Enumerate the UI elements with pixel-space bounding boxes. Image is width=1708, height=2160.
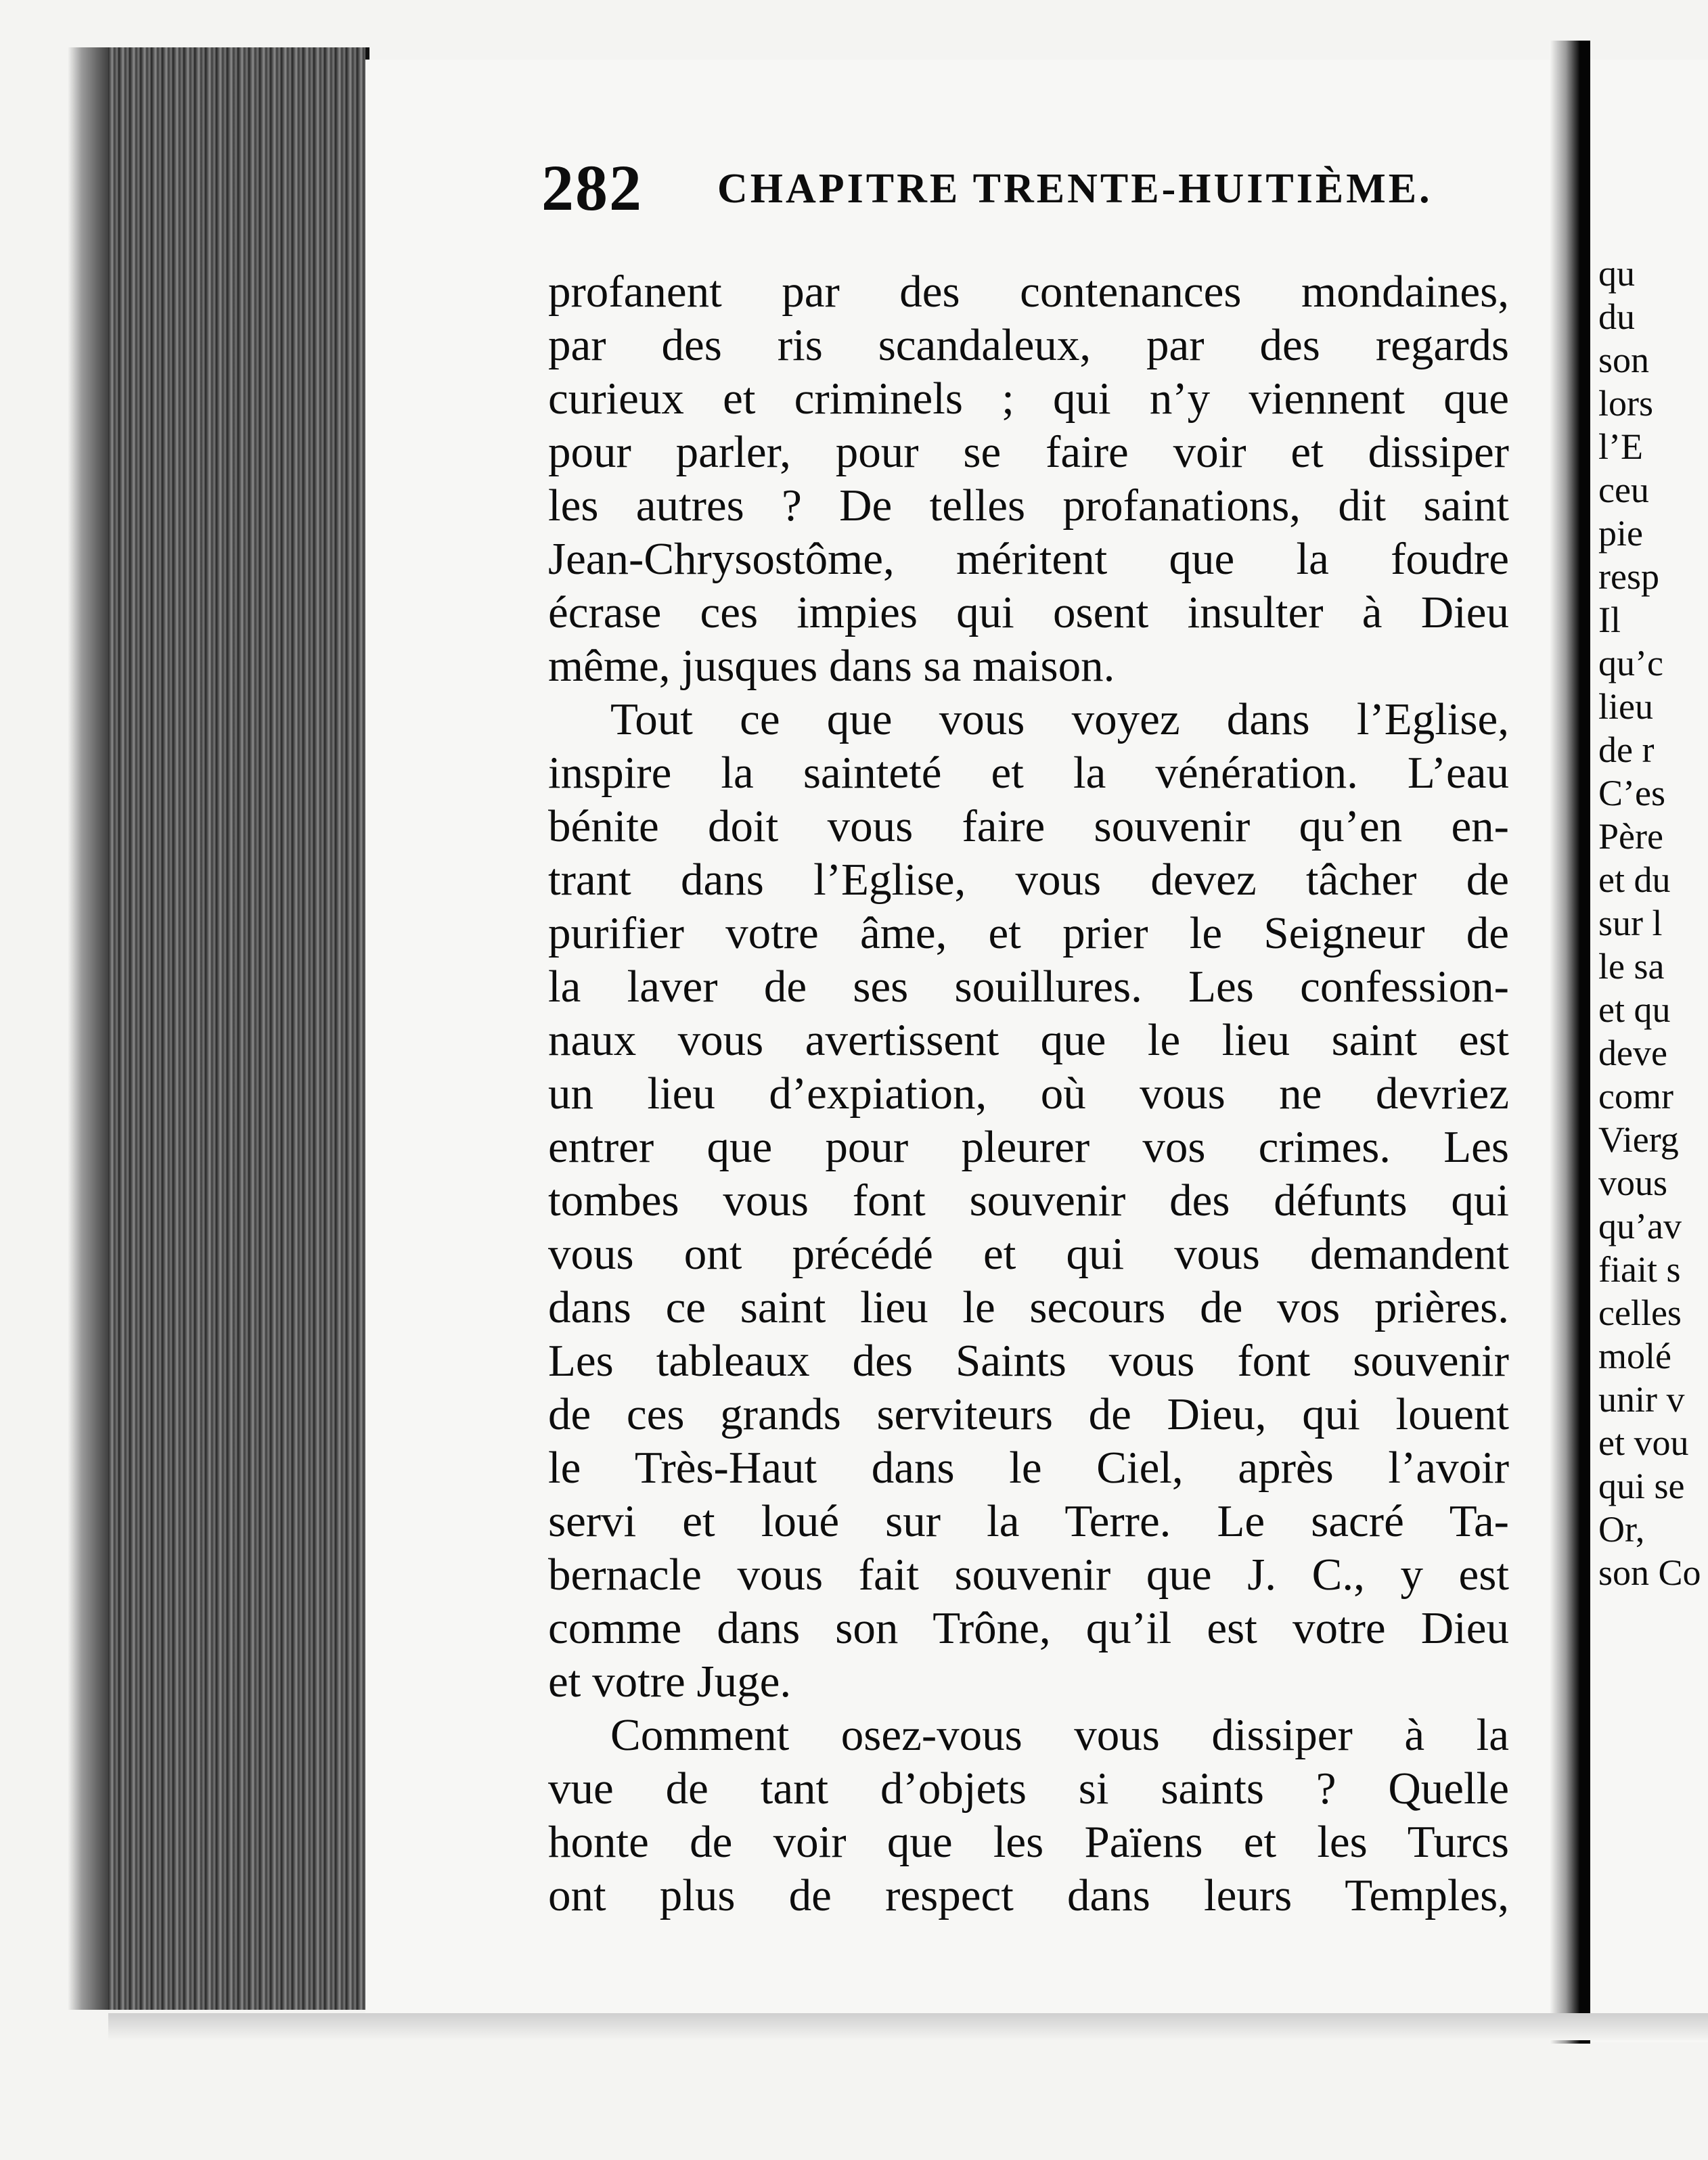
facing-text-line: qu’c <box>1598 643 1663 683</box>
facing-text-line: sur l <box>1598 903 1663 943</box>
facing-text-line: Or, <box>1598 1509 1645 1550</box>
facing-text-line: C’es <box>1598 773 1665 813</box>
text-line: et votre Juge. <box>548 1657 792 1707</box>
facing-text-line: l’E <box>1598 426 1643 467</box>
facing-text-line: son Co <box>1598 1552 1701 1593</box>
text-line: bénite doit vous faire souvenir qu’en en- <box>548 801 1509 851</box>
text-line: dans ce saint lieu le secours de vos prières. <box>548 1282 1509 1332</box>
text-line: inspire la sainteté et la vénération. L’eau <box>548 748 1509 798</box>
facing-text-line: Père <box>1598 816 1663 857</box>
text-line: le Très-Haut dans le Ciel, après l’avoir <box>548 1443 1509 1493</box>
facing-text-line: et vou <box>1598 1422 1689 1463</box>
bottom-shadow <box>108 2013 1708 2040</box>
text-line: par des ris scandaleux, par des regards <box>548 320 1509 370</box>
facing-text-line: et du <box>1598 859 1671 900</box>
paragraph <box>548 265 1509 693</box>
text-line: Comment osez-vous vous dissiper à la <box>610 1710 1509 1760</box>
running-header <box>541 150 1529 225</box>
text-line: entrer que pour pleurer vos crimes. Les <box>548 1122 1509 1172</box>
facing-text-line: qu <box>1598 253 1635 294</box>
body-text <box>548 265 1509 1922</box>
book-page-edges <box>108 47 369 2010</box>
text-line: écrase ces impies qui osent insulter à Dieu <box>548 587 1509 637</box>
text-line: pour parler, pour se faire voir et dissiper <box>548 427 1509 477</box>
facing-text-line: molé <box>1598 1336 1671 1376</box>
facing-text-line: Vierg <box>1598 1119 1679 1160</box>
text-line: la laver de ses souillures. Les confession- <box>548 962 1509 1012</box>
page-number: 282 <box>541 152 643 224</box>
facing-text-line: qui se <box>1598 1466 1685 1506</box>
text-line: Les tableaux des Saints vous font souvenir <box>548 1336 1509 1386</box>
text-line: Tout ce que vous voyez dans l’Eglise, <box>610 694 1509 744</box>
facing-text-line: fiait s <box>1598 1249 1681 1290</box>
text-line: comme dans son Trône, qu’il est votre Dieu <box>548 1603 1509 1653</box>
text-line: servi et loué sur la Terre. Le sacré Ta- <box>548 1496 1509 1546</box>
text-line: tombes vous font souvenir des défunts qui <box>548 1175 1509 1225</box>
facing-text-line: deve <box>1598 1033 1667 1073</box>
chapter-title: CHAPITRE TRENTE-HUITIÈME. <box>717 166 1433 212</box>
text-line: naux vous avertissent que le lieu saint est <box>548 1015 1509 1065</box>
facing-text-line: lors <box>1598 383 1653 424</box>
facing-text-line: pie <box>1598 513 1643 554</box>
text-line: vous ont précédé et qui vous demandent <box>548 1229 1509 1279</box>
facing-text-line: le sa <box>1598 946 1665 987</box>
text-line: un lieu d’expiation, où vous ne devriez <box>548 1068 1509 1119</box>
text-line: bernacle vous fait souvenir que J. C., y est <box>548 1550 1509 1600</box>
facing-text-line: qu’av <box>1598 1206 1682 1246</box>
facing-text-line: ceu <box>1598 470 1649 510</box>
paragraph <box>548 1709 1509 1922</box>
text-line: ont plus de respect dans leurs Temples, <box>548 1870 1509 1920</box>
facing-text-line: Il <box>1598 600 1621 640</box>
text-line: de ces grands serviteurs de Dieu, qui louent <box>548 1389 1509 1439</box>
paragraph <box>548 693 1509 1709</box>
facing-text-line: du <box>1598 296 1635 337</box>
text-line: les autres ? De telles profanations, dit saint <box>548 480 1509 531</box>
text-line: profanent par des contenances mondaines, <box>548 267 1509 317</box>
text-line: purifier votre âme, et prier le Seigneur de <box>548 908 1509 958</box>
facing-text-line: celles <box>1598 1292 1682 1333</box>
text-line: curieux et criminels ; qui n’y viennent que <box>548 374 1509 424</box>
facing-text-line: resp <box>1598 556 1659 597</box>
facing-text-line: unir v <box>1598 1379 1685 1420</box>
text-line: honte de voir que les Païens et les Turcs <box>548 1817 1509 1867</box>
facing-text-line: comr <box>1598 1076 1673 1117</box>
book-gutter <box>1550 41 1590 2044</box>
text-line: trant dans l’Eglise, vous devez tâcher de <box>548 855 1509 905</box>
text-line: vue de tant d’objets si saints ? Quelle <box>548 1763 1509 1814</box>
facing-text-line: son <box>1598 340 1650 380</box>
text-line: même, jusques dans sa maison. <box>548 641 1115 691</box>
facing-page-text <box>1598 252 1708 1594</box>
facing-text-line: et qu <box>1598 989 1671 1030</box>
facing-text-line: lieu <box>1598 686 1653 727</box>
text-line: Jean-Chrysostôme, méritent que la foudre <box>548 534 1509 584</box>
facing-text-line: vous <box>1598 1163 1668 1203</box>
facing-text-line: de r <box>1598 729 1655 770</box>
